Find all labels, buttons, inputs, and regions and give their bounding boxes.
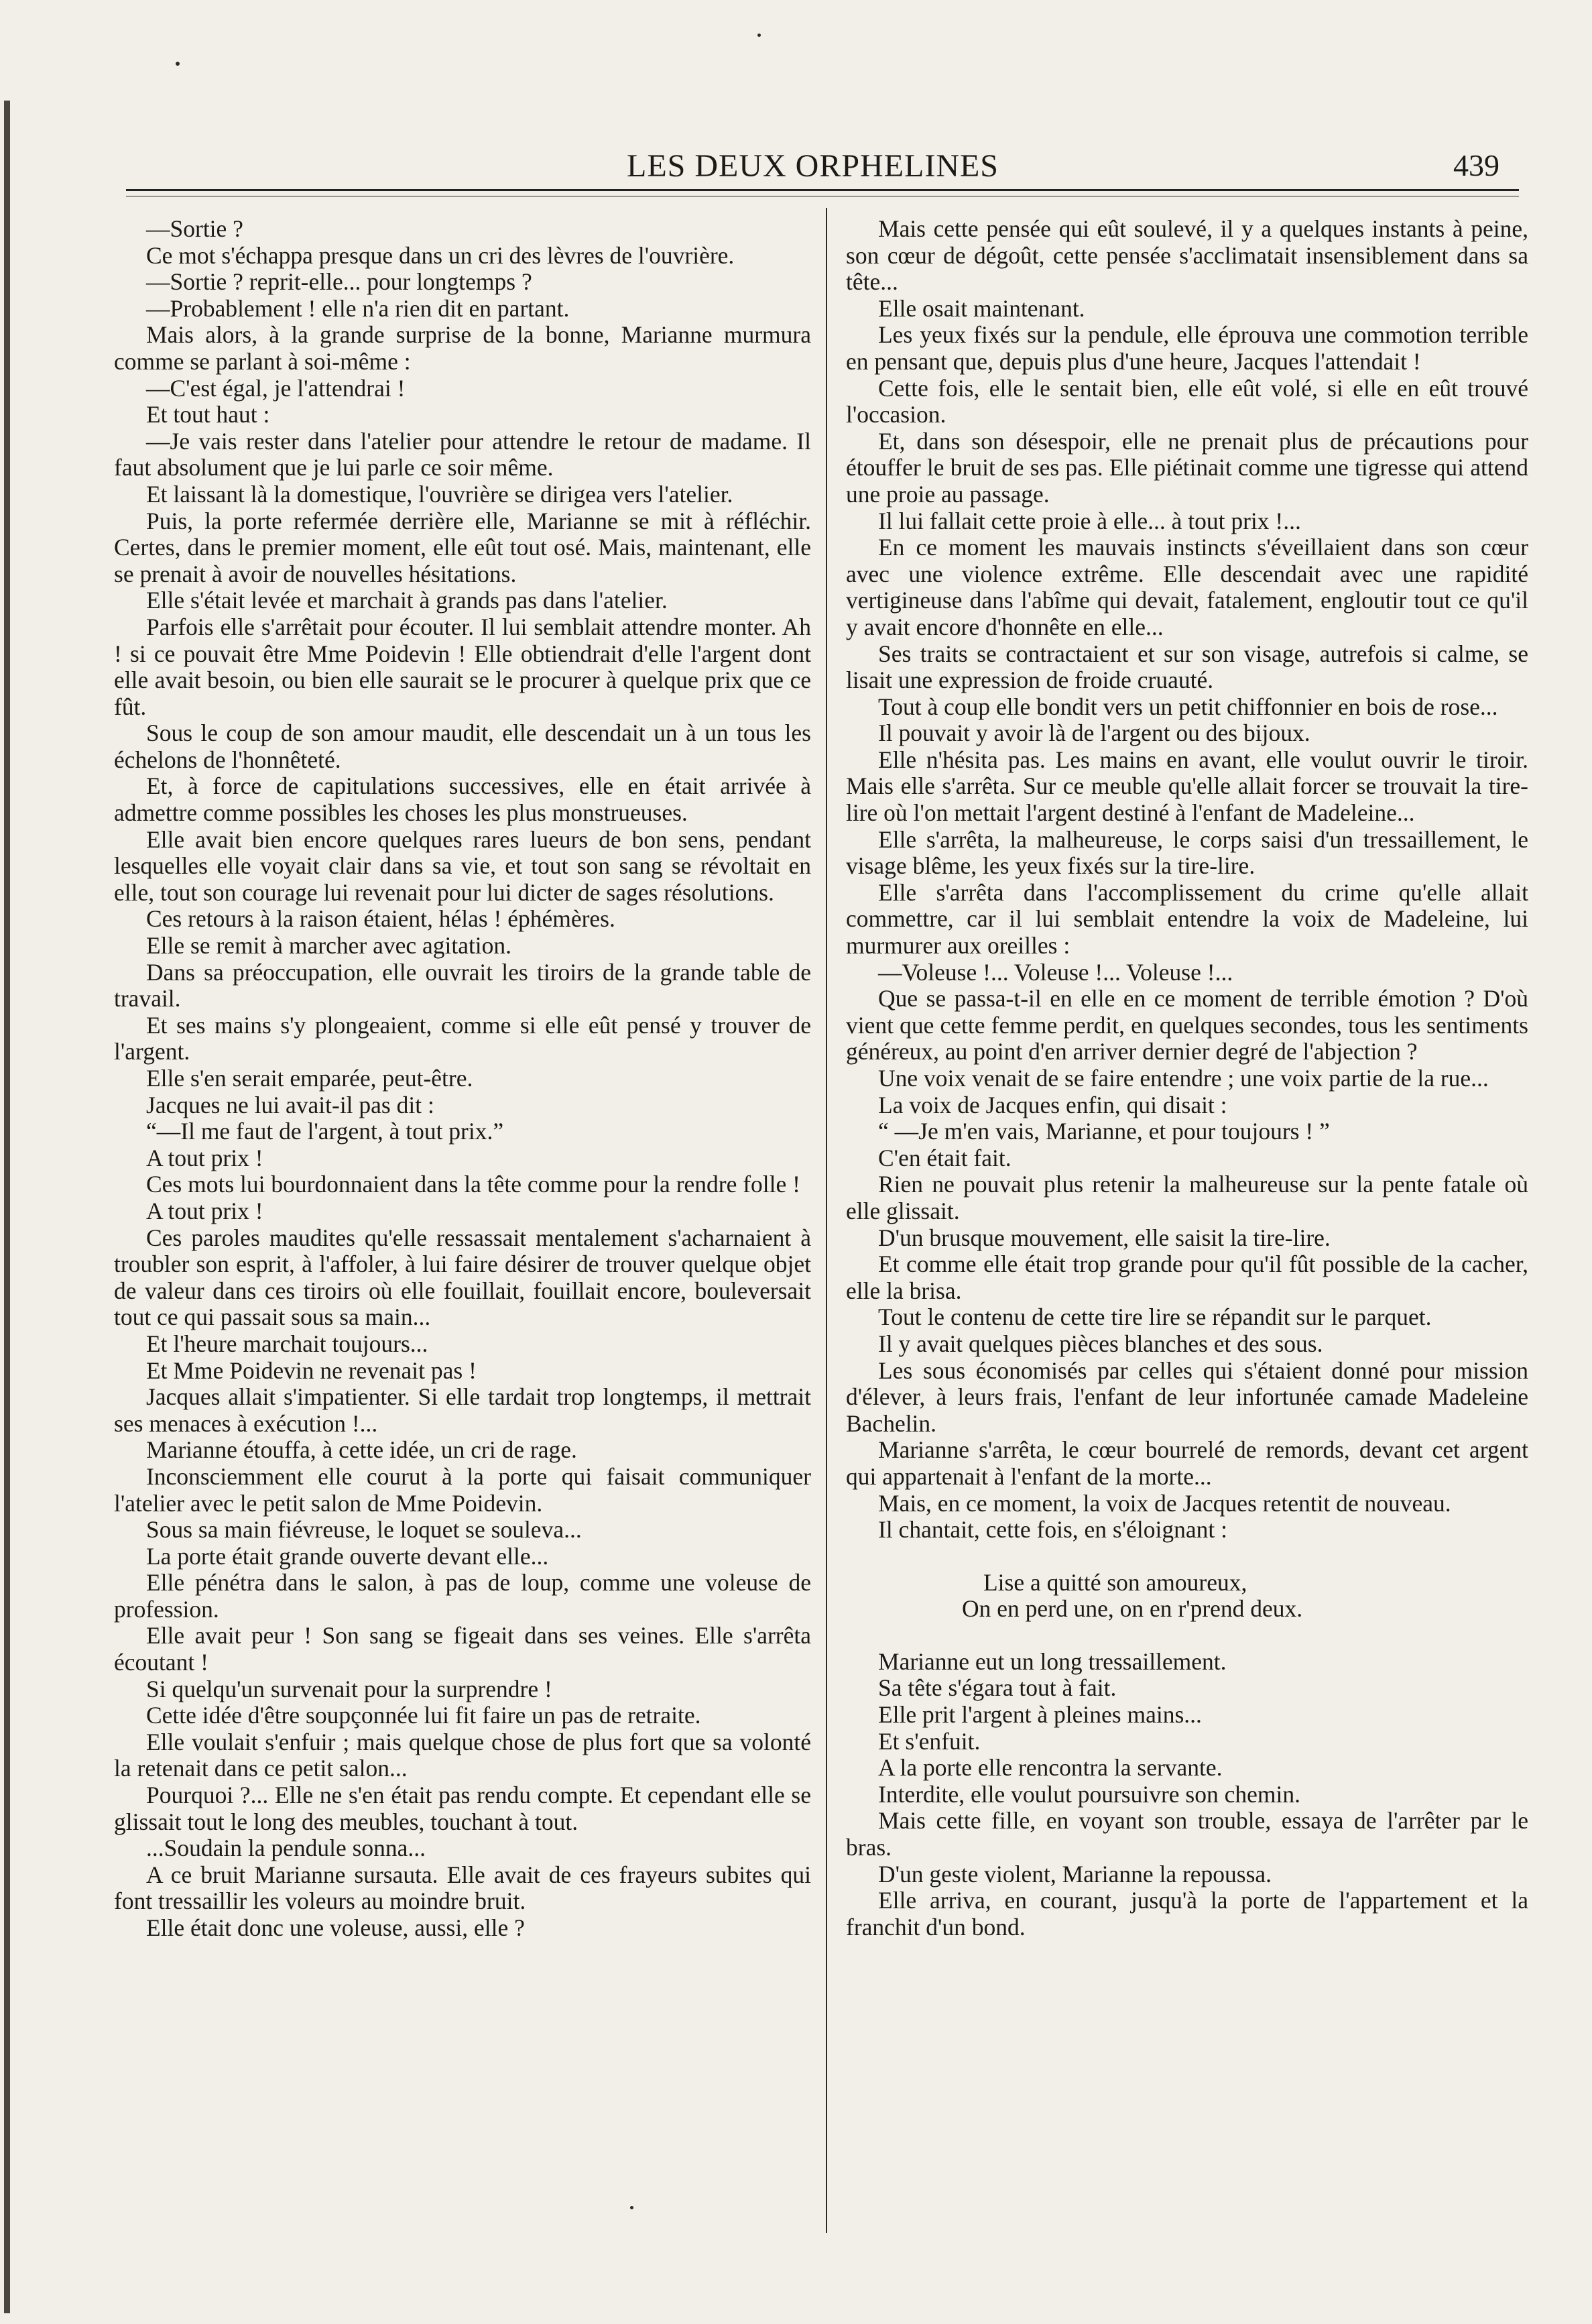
paragraph: A tout prix ! (146, 1144, 263, 1171)
paragraph: C'en était fait. (878, 1144, 1012, 1171)
paragraph: Elle s'arrêta dans l'accomplissement du crime qu'elle allait commettre, car il lui semblait entendre la voix de Madeleine, lui murmurer aux oreilles : (846, 878, 1528, 960)
song-verse-line: Lise a quitté son amoureux, (983, 1568, 1247, 1596)
scan-binding-edge (4, 101, 10, 2313)
paragraph: Jacques ne lui avait-il pas dit : (146, 1091, 434, 1118)
paragraph: Elle voulait s'enfuir ; mais quelque chose de plus fort que sa volonté la retenait dans ce petit salon... (114, 1728, 811, 1782)
right-column (846, 216, 1528, 1940)
paragraph: Ses traits se contractaient et sur son visage, autrefois si calme, se lisait une expression de froide cruauté. (846, 640, 1528, 694)
paragraph: Jacques allait s'impatienter. Si elle tardait trop longtemps, il mettrait ses menaces à exécution !... (114, 1383, 811, 1437)
paragraph: Les sous économisés par celles qui s'étaient donné pour mission d'élever, à leurs frais, l'enfant de leur infortunée camade Madeleine Bachelin. (846, 1356, 1528, 1437)
paragraph: Il lui fallait cette proie à elle... à tout prix !... (878, 507, 1301, 534)
paragraph: Elle n'hésita pas. Les mains en avant, elle voulut ouvrir le tiroir. Mais elle s'arrêta. Sur ce meuble qu'elle allait forcer se trouvait la tire-lire où l'on mettait l'argent destiné à l'enfant de Madeleine... (846, 746, 1528, 827)
paragraph: Les yeux fixés sur la pendule, elle éprouva une commotion terrible en pensant que, depuis plus d'une heure, Jacques l'attendait ! (846, 321, 1528, 375)
paragraph: Et, à force de capitulations successives, elle en était arrivée à admettre comme possibles les choses les plus monstrueuses. (114, 772, 811, 827)
paragraph: Tout à coup elle bondit vers un petit chiffonnier en bois de rose... (878, 693, 1498, 720)
paragraph: Elle était donc une voleuse, aussi, elle ? (146, 1914, 525, 1941)
paragraph: Interdite, elle voulut poursuivre son chemin. (878, 1780, 1300, 1808)
paragraph: Ces retours à la raison étaient, hélas ! éphémères. (146, 905, 615, 933)
paragraph: —Sortie ? reprit-elle... pour longtemps ? (146, 268, 532, 296)
paragraph: Rien ne pouvait plus retenir la malheureuse sur la pente fatale où elle glissait. (846, 1171, 1528, 1224)
paragraph: Et laissant là la domestique, l'ouvrière se dirigea vers l'atelier. (146, 480, 733, 508)
paragraph: Il y avait quelques pièces blanches et des sous. (878, 1330, 1323, 1357)
paragraph: A ce bruit Marianne sursauta. Elle avait de ces frayeurs subites qui font tressaillir les voleurs au moindre bruit. (114, 1861, 811, 1915)
paragraph: —Je vais rester dans l'atelier pour attendre le retour de madame. Il faut absolument que je lui parle ce soir même. (114, 427, 811, 481)
spacer (846, 1623, 1528, 1649)
paragraph: Ce mot s'échappa presque dans un cri des lèvres de l'ouvrière. (146, 241, 735, 269)
paragraph: Marianne s'arrêta, le cœur bourrelé de remords, devant cet argent qui appartenait à l'enfant de la morte... (846, 1436, 1528, 1490)
paragraph: Et tout haut : (146, 401, 270, 428)
paragraph: A la porte elle rencontra la servante. (878, 1754, 1223, 1782)
paragraph: —Voleuse !... Voleuse !... Voleuse !... (878, 958, 1233, 986)
paragraph: Dans sa préoccupation, elle ouvrait les tiroirs de la grande table de travail. (114, 958, 811, 1012)
paragraph: D'un geste violent, Marianne la repoussa. (878, 1860, 1272, 1887)
spacer (846, 1544, 1528, 1570)
scan-speck (176, 62, 180, 66)
paragraph: Elle avait bien encore quelques rares lueurs de bon sens, pendant lesquelles elle voyait clair dans sa vie, et tout son sang se révoltait en elle, tout son courage lui revenait pour lui dicter de sages résolutions. (114, 825, 811, 906)
paragraph: —Probablement ! elle n'a rien dit en partant. (146, 294, 570, 322)
paragraph: Marianne eut un long tressaillement. (878, 1647, 1227, 1675)
paragraph: Marianne étouffa, à cette idée, un cri de rage. (146, 1436, 577, 1464)
paragraph: Parfois elle s'arrêtait pour écouter. Il lui semblait attendre monter. Ah ! si ce pouvait être Mme Poidevin ! Elle obtiendrait d'elle l'argent dont elle avait besoin, ou bien elle saurait se le procurer à quelque prix que ce fût. (114, 613, 811, 720)
paragraph: Puis, la porte refermée derrière elle, Marianne se mit à réfléchir. Certes, dans le premier moment, elle eût tout osé. Mais, maintenant, elle se prenait à avoir de nouvelles hésitations. (114, 507, 811, 587)
scan-speck (630, 2206, 633, 2209)
scan-speck (757, 34, 761, 37)
paragraph: “—Il me faut de l'argent, à tout prix.” (146, 1118, 504, 1145)
paragraph: Inconsciemment elle courut à la porte qui faisait communiquer l'atelier avec le petit salon de Mme Poidevin. (114, 1462, 811, 1517)
paragraph: “ —Je m'en vais, Marianne, et pour toujours ! ” (878, 1118, 1330, 1145)
paragraph: Et comme elle était trop grande pour qu'il fût possible de la cacher, elle la brisa. (846, 1251, 1528, 1304)
header-rule-thick (126, 189, 1519, 191)
paragraph: Il pouvait y avoir là de l'argent ou des bijoux. (878, 719, 1310, 747)
running-head-title: LES DEUX ORPHELINES (627, 148, 999, 184)
paragraph: Elle avait peur ! Son sang se figeait dans ses veines. Elle s'arrêta écoutant ! (114, 1622, 811, 1676)
paragraph: Sa tête s'égara tout à fait. (878, 1674, 1117, 1702)
paragraph: La voix de Jacques enfin, qui disait : (878, 1091, 1227, 1118)
paragraph: La porte était grande ouverte devant elle... (146, 1542, 549, 1570)
paragraph: Une voix venait de se faire entendre ; une voix partie de la rue... (878, 1065, 1489, 1092)
paragraph: Mais cette fille, en voyant son trouble, essaya de l'arrêter par le bras. (846, 1807, 1528, 1861)
paragraph: —Sortie ? (146, 215, 243, 242)
paragraph: Elle osait maintenant. (878, 294, 1085, 322)
paragraph: Cette idée d'être soupçonnée lui fit faire un pas de retraite. (146, 1702, 701, 1729)
song-verse-line: On en perd une, on en r'prend deux. (962, 1595, 1303, 1623)
paragraph: Elle s'en serait emparée, peut-être. (146, 1065, 473, 1092)
paragraph: En ce moment les mauvais instincts s'éveillaient dans son cœur avec une violence extrême. Elle descendait avec une rapidité vertigineuse dans l'abîme qui devait, fatalement, engloutir tout ce qu'il y avait encore d'honnête en elle... (846, 534, 1528, 640)
page-number: 439 (1453, 148, 1499, 182)
paragraph: —C'est égal, je l'attendrai ! (146, 374, 406, 402)
paragraph: A tout prix ! (146, 1197, 263, 1224)
paragraph: Et s'enfuit. (878, 1727, 981, 1755)
paragraph: Elle arriva, en courant, jusqu'à la porte de l'appartement et la franchit d'un bond. (846, 1887, 1528, 1940)
paragraph: Il chantait, cette fois, en s'éloignant : (878, 1516, 1227, 1544)
paragraph: Et ses mains s'y plongeaient, comme si elle eût pensé y trouver de l'argent. (114, 1011, 811, 1065)
column-divider (826, 208, 827, 2233)
paragraph: Ces mots lui bourdonnaient dans la tête comme pour la rendre folle ! (146, 1171, 800, 1198)
paragraph: Et, dans son désespoir, elle ne prenait plus de précautions pour étouffer le bruit de ses pas. Elle piétinait comme une tigresse qui attend une proie au passage. (846, 427, 1528, 508)
paragraph: Si quelqu'un survenait pour la surprendre ! (146, 1675, 552, 1702)
paragraph: Elle s'était levée et marchait à grands pas dans l'atelier. (146, 587, 668, 614)
paragraph: D'un brusque mouvement, elle saisit la tire-lire. (878, 1224, 1331, 1251)
paragraph: Elle pénétra dans le salon, à pas de loup, comme une voleuse de profession. (114, 1569, 811, 1623)
paragraph: Elle prit l'argent à pleines mains... (878, 1701, 1202, 1729)
paragraph: Sous sa main fiévreuse, le loquet se souleva... (146, 1516, 582, 1544)
paragraph: Cette fois, elle le sentait bien, elle eût volé, si elle en eût trouvé l'occasion. (846, 374, 1528, 428)
paragraph: Et Mme Poidevin ne revenait pas ! (146, 1356, 477, 1384)
paragraph: Que se passa-t-il en elle en ce moment de terrible émotion ? D'où vient que cette femme perdit, en quelques secondes, tous les sentiments généreux, au point d'en arriver dernier degré de l'abjection ? (846, 985, 1528, 1065)
paragraph: Elle s'arrêta, la malheureuse, le corps saisi d'un tressaillement, le visage blême, les yeux fixés sur la tire-lire. (846, 825, 1528, 880)
left-column (114, 216, 811, 1942)
paragraph: Tout le contenu de cette tire lire se répandit sur le parquet. (878, 1303, 1432, 1331)
paragraph: Sous le coup de son amour maudit, elle descendait un à un tous les échelons de l'honnêteté. (114, 719, 811, 773)
paragraph: Mais, en ce moment, la voix de Jacques retentit de nouveau. (878, 1489, 1451, 1517)
paragraph: Pourquoi ?... Elle ne s'en était pas rendu compte. Et cependant elle se glissait tout le long des meubles, touchant à tout. (114, 1782, 811, 1835)
paragraph: Et l'heure marchait toujours... (146, 1330, 428, 1357)
paragraph: Ces paroles maudites qu'elle ressassait mentalement s'acharnaient à troubler son esprit, à l'affoler, à lui faire désirer de trouver quelque objet de valeur dans ces tiroirs où elle fouillait, fouillait encore, bouleversait tout ce qui passait sous sa main... (114, 1224, 811, 1331)
paragraph: Mais alors, à la grande surprise de la bonne, Marianne murmura comme se parlant à soi-même : (114, 321, 811, 375)
paragraph: Mais cette pensée qui eût soulevé, il y a quelques instants à peine, son cœur de dégoût, cette pensée s'acclimatait insensiblement dans sa tête... (846, 215, 1528, 296)
paragraph: Elle se remit à marcher avec agitation. (146, 932, 512, 960)
paragraph: ...Soudain la pendule sonna... (146, 1835, 426, 1862)
